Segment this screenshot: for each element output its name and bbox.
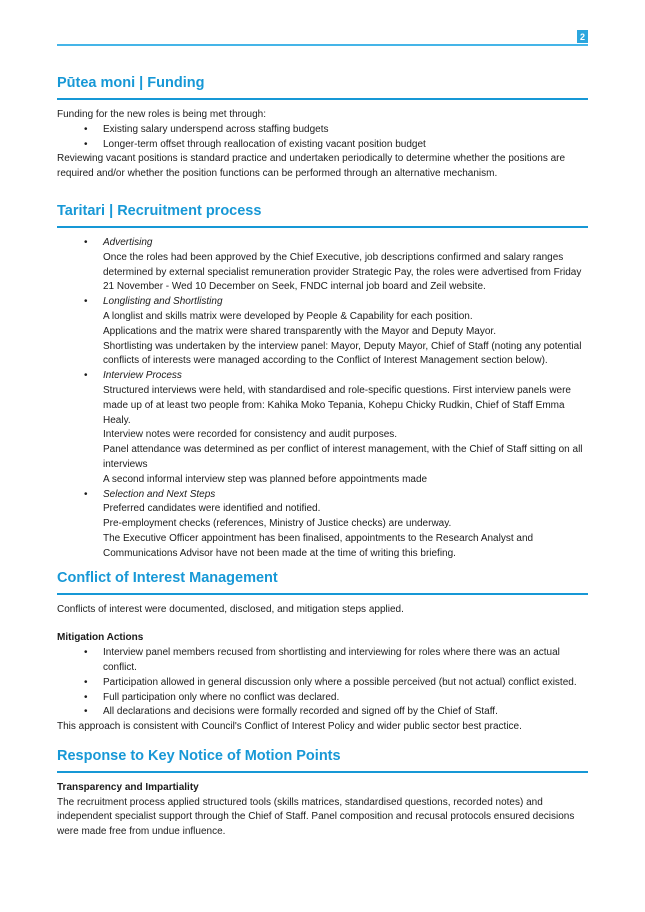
recruitment-body xyxy=(57,236,588,562)
bullet-item: • Interview panel members recused from shortlisting and interviewing for roles where there was an actual conflict. xyxy=(103,646,588,676)
item-line: A longlist and skills matrix were developed by People & Capability for each position. xyxy=(103,310,473,322)
page-header xyxy=(57,0,588,46)
response-paragraph: The recruitment process applied structured tools (skills matrices, standardised questions, recorded notes) and independent specialist support through the Chief of Staff. Panel composition and recusal protocols ensured decisions were made free from undue influence. xyxy=(57,796,575,838)
bullet-item: • Participation allowed in general discussion only where a possible perceived (but not actual) conflict existed. xyxy=(103,676,588,691)
item-title: • Selection and Next Steps xyxy=(103,488,216,500)
section-funding xyxy=(57,74,588,182)
funding-body xyxy=(57,108,588,182)
recruitment-item-longlisting xyxy=(103,295,588,369)
section-response-to-motion-points xyxy=(57,747,588,840)
item-line: Applications and the matrix were shared transparently with the Mayor and Deputy Mayor. xyxy=(103,325,496,337)
item-line: Shortlisting was undertaken by the interview panel: Mayor, Deputy Mayor, Chief of Staff (noting any potential conflicts of interests were managed according to the Conflict of Interest Management section below). xyxy=(103,340,582,367)
funding-outro: Reviewing vacant positions is standard practice and undertaken periodically to determine whether the positions are required and/or whether the position functions can be performed through an alternative mechanism. xyxy=(57,153,566,180)
item-title: • Longlisting and Shortlisting xyxy=(103,296,223,308)
bullet-item: • All declarations and decisions were formally recorded and signed off by the Chief of Staff. xyxy=(103,705,588,720)
item-title: • Advertising xyxy=(103,236,153,248)
conflict-intro: Conflicts of interest were documented, disclosed, and mitigation steps applied. xyxy=(57,603,404,615)
conflict-heading: Conflict of Interest Management xyxy=(57,569,588,595)
bullet-item: • Full participation only where no conflict was declared. xyxy=(103,691,588,706)
item-line: Panel attendance was determined as per conflict of interest management, with the Chief of Staff sitting on all interviews xyxy=(103,444,583,470)
conflict-body xyxy=(57,603,588,735)
item-line: Preferred candidates were identified and notified. xyxy=(103,503,321,515)
item-line: Once the roles had been approved by the Chief Executive, job descriptions confirmed and salary ranges determined by external specialist remuneration provider Strategic Pay, the roles were advertised from Friday 21 November - Wed 10 December on Seek, FNDC internal job board and Zeil website. xyxy=(103,251,582,293)
section-conflict-of-interest xyxy=(57,569,588,735)
item-title: • Interview Process xyxy=(103,370,182,382)
funding-bullet-list xyxy=(57,123,588,153)
mitigation-bullet-list xyxy=(57,646,588,720)
recruitment-bullet-list xyxy=(57,236,588,562)
transparency-subheading: Transparency and Impartiality xyxy=(57,781,199,793)
mitigation-actions-subheading: Mitigation Actions xyxy=(57,632,144,644)
funding-heading: Pūtea moni | Funding xyxy=(57,74,588,100)
recruitment-item-selection xyxy=(103,488,588,562)
item-line: The Executive Officer appointment has been finalised, appointments to the Research Analyst and Communications Advisor have not been made at the time of writing this briefing. xyxy=(103,532,534,559)
funding-intro: Funding for the new roles is being met through: xyxy=(57,109,267,120)
page-number-badge: 2 xyxy=(577,30,588,43)
section-recruitment xyxy=(57,202,588,562)
item-line: Interview notes were recorded for consistency and audit purposes. xyxy=(103,429,398,441)
conflict-outro: This approach is consistent with Council's Conflict of Interest Policy and wider public sector best practice. xyxy=(57,721,522,733)
item-line: Structured interviews were held, with standardised and role-specific questions. First interview panels were made up of at least two people from: Kahika Moko Tepania, Kohepu Chicky Rudkin, Chief of Staff Emma Healy. xyxy=(103,384,571,426)
recruitment-item-interview-process xyxy=(103,369,588,487)
recruitment-item-advertising xyxy=(103,236,588,295)
response-heading: Response to Key Notice of Motion Points xyxy=(57,747,588,773)
response-body xyxy=(57,781,588,840)
recruitment-heading: Taritari | Recruitment process xyxy=(57,202,588,228)
item-line: Pre-employment checks (references, Ministry of Justice checks) are underway. xyxy=(103,518,452,530)
bullet-item: • Longer-term offset through reallocation of existing vacant position budget xyxy=(103,138,588,153)
item-line: A second informal interview step was planned before appointments made xyxy=(103,473,428,485)
bullet-item: • Existing salary underspend across staffing budgets xyxy=(103,123,588,138)
